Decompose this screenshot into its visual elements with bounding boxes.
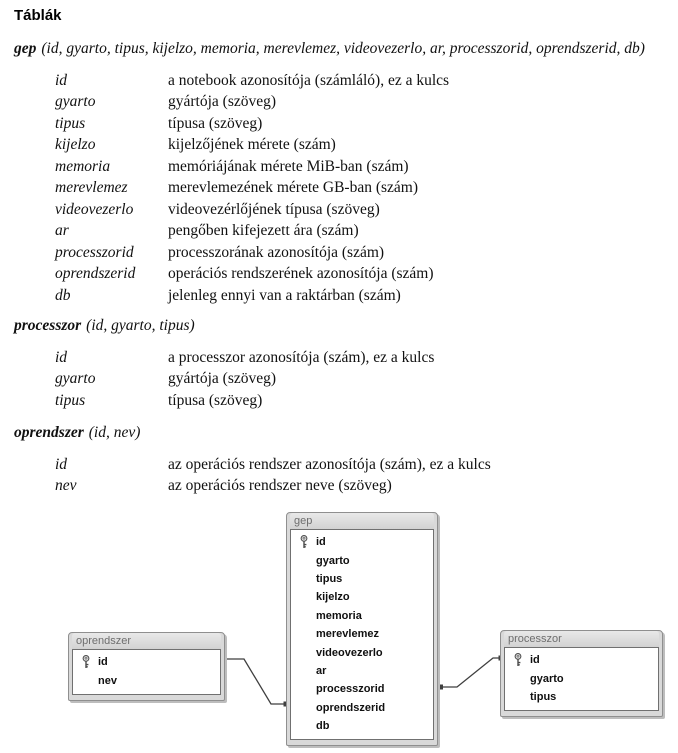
- field-desc: memóriájának mérete MiB-ban (szám): [168, 157, 409, 175]
- field-row: [55, 113, 664, 135]
- relation-oprendszer-gep: [225, 659, 287, 704]
- field-row: [55, 156, 664, 178]
- entity-processzor-title: processzor: [504, 631, 659, 647]
- entity-field-row: [298, 607, 429, 625]
- entity-oprendszer-title: oprendszer: [72, 633, 221, 649]
- entity-field-row: [298, 551, 429, 569]
- entity-field-row: [298, 588, 429, 606]
- field-name: gyarto: [55, 93, 96, 110]
- field-name: oprendszerid: [55, 265, 136, 282]
- field-name: id: [55, 348, 68, 366]
- field-name: merevlemez: [55, 179, 128, 196]
- field-row: [55, 134, 664, 156]
- field-name: processzorid: [55, 243, 134, 261]
- field-name: tipus: [55, 114, 86, 132]
- entity-field-label: nev: [98, 674, 117, 687]
- entity-field-label: videovezerlo: [316, 646, 383, 659]
- field-name: db: [55, 286, 71, 304]
- table-def-processzor: [14, 315, 664, 337]
- field-desc: merevlemezének mérete GB-ban (szám): [168, 179, 419, 196]
- entity-field-label: kijelzo: [316, 591, 350, 604]
- entity-field-label: oprendszerid: [316, 701, 386, 714]
- table-signature-gep: (id, gyarto, tipus, kijelzo, memoria, merevlemez, videovezerlo, ar, processzorid, oprendszerid, db): [41, 40, 645, 57]
- field-row: [55, 368, 664, 390]
- field-desc: az operációs rendszer neve (szöveg): [168, 477, 392, 494]
- field-desc: videovezérlőjének típusa (szöveg): [168, 200, 380, 218]
- entity-gep-title: gep: [290, 513, 434, 529]
- table-signature-oprendszer: (id, nev): [88, 424, 141, 441]
- entity-field-label: memoria: [316, 609, 362, 622]
- entity-gep-fields: [290, 529, 434, 740]
- field-name: id: [55, 455, 68, 473]
- field-name: tipus: [55, 391, 86, 409]
- field-name: kijelzo: [55, 136, 96, 153]
- field-name: nev: [55, 477, 77, 494]
- entity-field-row: [298, 533, 429, 551]
- field-row: [55, 390, 664, 412]
- entity-field-row: [298, 570, 429, 588]
- field-desc: az operációs rendszer azonosítója (szám), ez a kulcs: [168, 455, 491, 473]
- field-row: [55, 347, 664, 369]
- entity-field-row: [298, 662, 429, 680]
- entity-field-label: ar: [316, 664, 327, 677]
- table-name-oprendszer: oprendszer: [14, 424, 84, 441]
- entity-field-label: tipus: [316, 572, 343, 585]
- er-diagram: [0, 505, 678, 753]
- field-row: [55, 220, 664, 242]
- entity-processzor: [500, 630, 663, 717]
- entity-processzor-fields: [504, 647, 659, 711]
- entity-field-row: [80, 671, 216, 689]
- entity-field-row: [512, 688, 654, 706]
- entity-field-row: [298, 717, 429, 735]
- table-def-oprendszer: [14, 422, 664, 444]
- field-desc: típusa (szöveg): [168, 391, 263, 409]
- field-list-gep: [55, 70, 664, 307]
- entity-field-label: id: [530, 654, 540, 667]
- entity-field-label: merevlemez: [316, 628, 379, 641]
- field-desc: gyártója (szöveg): [168, 93, 277, 110]
- field-row: [55, 91, 664, 113]
- entity-field-row: [298, 643, 429, 661]
- field-list-processzor: [55, 347, 664, 412]
- entity-gep: [286, 512, 438, 746]
- entity-field-row: [298, 680, 429, 698]
- entity-field-label: id: [98, 656, 108, 669]
- entity-field-row: [298, 625, 429, 643]
- entity-field-row: [80, 653, 216, 671]
- table-name-gep: gep: [14, 40, 37, 57]
- field-row: [55, 263, 664, 285]
- field-name: gyarto: [55, 370, 96, 387]
- field-desc: a processzor azonosítója (szám), ez a kulcs: [168, 348, 435, 366]
- entity-oprendszer: [68, 632, 225, 701]
- field-desc: pengőben kifejezett ára (szám): [168, 222, 359, 239]
- relation-endpoint: [438, 685, 443, 690]
- field-row: [55, 242, 664, 264]
- entity-field-label: processzorid: [316, 683, 385, 696]
- page-title: Táblák: [14, 7, 62, 24]
- entity-field-row: [512, 669, 654, 687]
- field-desc: gyártója (szöveg): [168, 370, 277, 387]
- field-desc: processzorának azonosítója (szám): [168, 243, 385, 261]
- entity-field-label: gyarto: [316, 554, 350, 567]
- primary-key-icon: [298, 535, 310, 549]
- field-desc: operációs rendszerének azonosítója (szám): [168, 265, 434, 282]
- field-name: id: [55, 71, 68, 89]
- field-row: [55, 70, 664, 92]
- field-desc: jelenleg ennyi van a raktárban (szám): [168, 286, 401, 304]
- entity-field-row: [298, 699, 429, 717]
- entity-oprendszer-fields: [72, 649, 221, 695]
- field-row: [55, 475, 664, 497]
- field-desc: kijelzőjének mérete (szám): [168, 136, 336, 153]
- field-desc: típusa (szöveg): [168, 114, 263, 132]
- field-row: [55, 177, 664, 199]
- field-row: [55, 199, 664, 221]
- entity-field-label: tipus: [530, 690, 557, 703]
- table-def-gep: [14, 38, 664, 60]
- field-name: ar: [55, 222, 69, 239]
- field-name: memoria: [55, 157, 111, 175]
- field-list-oprendszer: [55, 454, 664, 497]
- entity-field-label: gyarto: [530, 672, 564, 685]
- entity-field-row: [512, 651, 654, 669]
- field-row: [55, 285, 664, 307]
- field-desc: a notebook azonosítója (számláló), ez a kulcs: [168, 71, 450, 89]
- field-row: [55, 454, 664, 476]
- field-name: videovezerlo: [55, 200, 134, 218]
- relation-processzor-gep: [440, 658, 501, 687]
- entity-field-label: id: [316, 536, 326, 549]
- primary-key-icon: [80, 655, 92, 669]
- table-name-processzor: processzor: [14, 317, 82, 334]
- primary-key-icon: [512, 653, 524, 667]
- table-signature-processzor: (id, gyarto, tipus): [86, 317, 195, 334]
- entity-field-label: db: [316, 720, 330, 733]
